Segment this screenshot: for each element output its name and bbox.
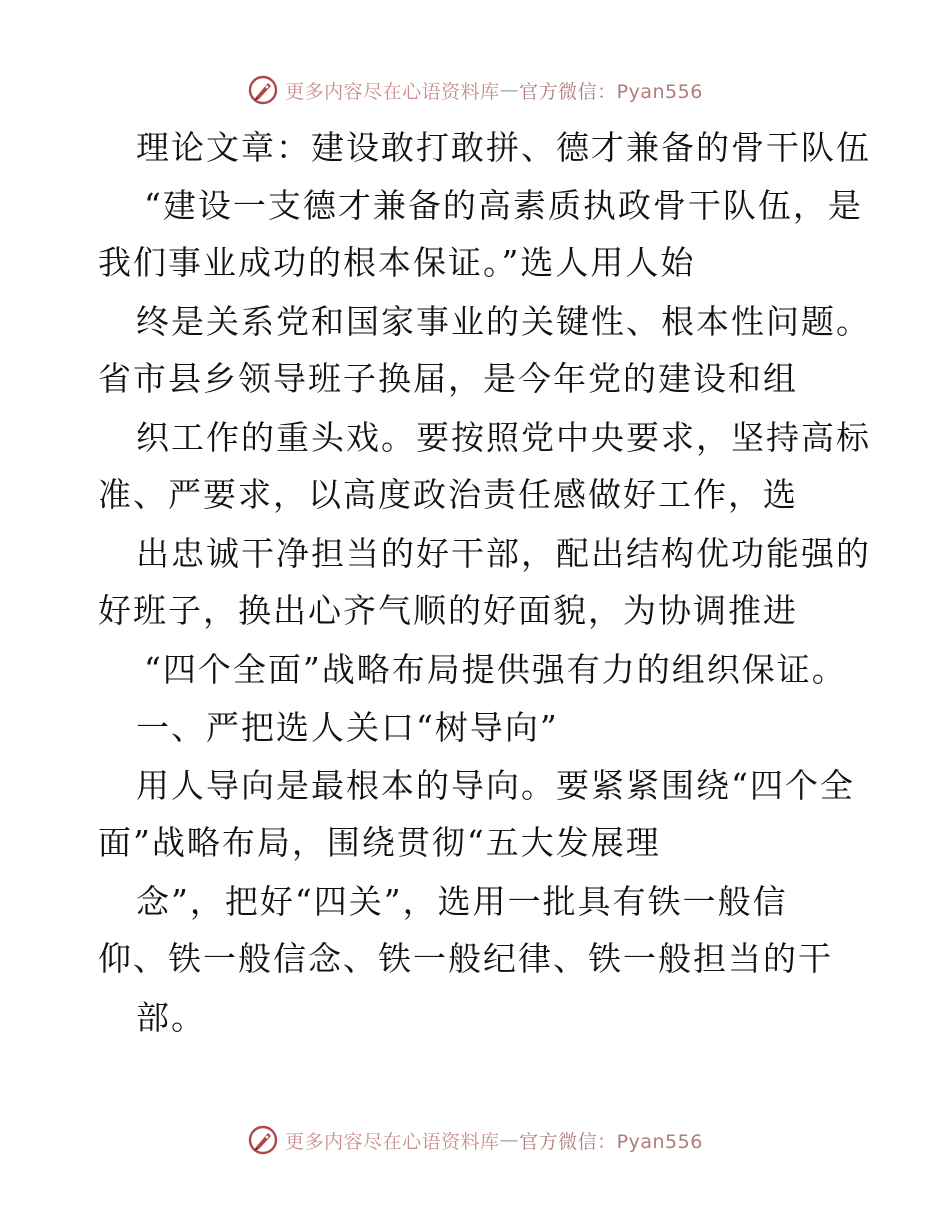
watermark-separator: — [499, 79, 520, 101]
text-line: 念”，把好“四关”，选用一批具有铁一般信 [136, 882, 788, 921]
text-line: 准、严要求，以高度政治责任感做好工作，选 [98, 475, 798, 514]
text-line: 好班子，换出心齐气顺的好面貌，为协调推进 [98, 591, 798, 630]
watermark-contact: 官方微信：Pyan556 [519, 1130, 703, 1153]
text-line: 出忠诚干净担当的好干部，配出结构优功能强的 [136, 534, 871, 573]
text-line: 我们事业成功的根本保证。”选人用人始 [98, 243, 696, 282]
text-line: 仰、铁一般信念、铁一般纪律、铁一般担当的干 [98, 939, 833, 978]
text-line: 织工作的重头戏。要按照党中央要求，坚持高标 [136, 418, 871, 457]
text-line: “建设一支德才兼备的高素质执政骨干队伍，是 [144, 186, 863, 225]
watermark-contact: 官方微信：Pyan556 [519, 80, 703, 103]
text-line: 用人导向是最根本的导向。要紧紧围绕“四个全 [136, 766, 855, 805]
footer-watermark [0, 1122, 950, 1158]
pen-nib-circle-icon [247, 1124, 279, 1156]
text-line: 面”战略布局，围绕贯彻“五大发展理 [98, 823, 661, 862]
text-line: 部。 [136, 998, 206, 1037]
text-line: 终是关系党和国家事业的关键性、根本性问题。 [136, 302, 871, 341]
watermark-separator: — [499, 1129, 520, 1151]
document-title: 理论文章：建设敢打敢拼、德才兼备的骨干队伍 [136, 128, 871, 167]
watermark-text: 更多内容尽在心语资料库 [285, 80, 500, 103]
text-line: 省市县乡领导班子换届，是今年党的建设和组 [98, 359, 798, 398]
section-heading: 一、严把选人关口“树导向” [136, 708, 559, 747]
text-line: “四个全面”战略布局提供强有力的组织保证。 [144, 650, 847, 689]
watermark-text: 更多内容尽在心语资料库 [285, 1130, 500, 1153]
